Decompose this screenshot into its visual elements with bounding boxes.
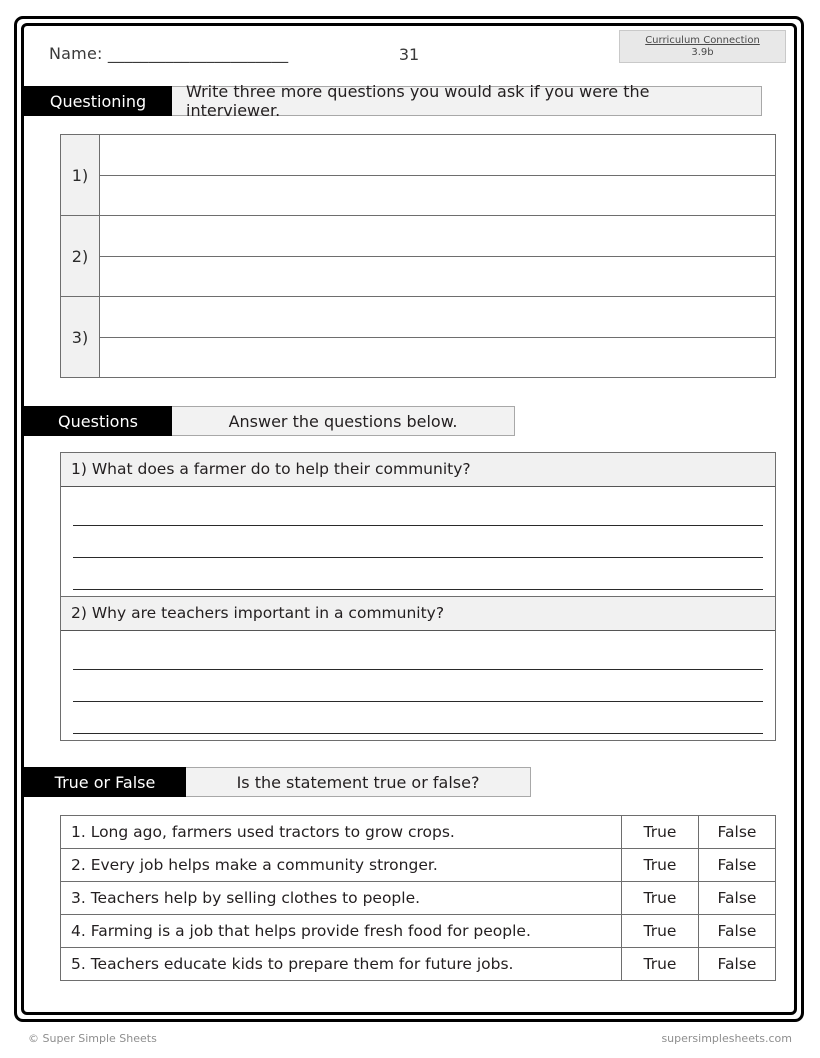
questioning-row-number: 1) — [61, 135, 100, 216]
table-row — [61, 816, 776, 849]
true-option[interactable]: True — [622, 882, 699, 915]
footer-website: supersimplesheets.com — [661, 1032, 792, 1045]
question-answer-area[interactable] — [61, 487, 775, 596]
table-row — [61, 135, 776, 216]
write-line[interactable] — [100, 257, 775, 297]
write-line[interactable] — [100, 297, 775, 338]
name-field-label[interactable]: Name: ______________________ — [49, 44, 289, 63]
question-answer-area[interactable] — [61, 631, 775, 740]
curriculum-connection-title: Curriculum Connection — [645, 35, 760, 46]
questions-answer-box — [60, 452, 776, 741]
questioning-write-area[interactable] — [100, 216, 776, 297]
false-option[interactable]: False — [699, 948, 776, 981]
worksheet-header — [24, 26, 794, 84]
page-border-inner — [21, 23, 797, 1015]
true-option[interactable]: True — [622, 915, 699, 948]
false-option[interactable]: False — [699, 816, 776, 849]
true-false-statement: 5. Teachers educate kids to prepare them for future jobs. — [61, 948, 622, 981]
section-instruction-true-or-false: Is the statement true or false? — [186, 767, 531, 797]
true-false-statement: 2. Every job helps make a community stronger. — [61, 849, 622, 882]
write-line[interactable] — [73, 526, 763, 558]
section-header-questions — [24, 406, 794, 436]
curriculum-connection-box — [619, 30, 786, 63]
section-tag-questions: Questions — [24, 406, 172, 436]
question-block — [61, 596, 775, 740]
question-prompt: 2) Why are teachers important in a community? — [61, 596, 775, 631]
true-false-statement: 3. Teachers help by selling clothes to people. — [61, 882, 622, 915]
questioning-row-number: 2) — [61, 216, 100, 297]
write-line[interactable] — [73, 702, 763, 734]
write-line[interactable] — [73, 670, 763, 702]
question-block — [61, 453, 775, 596]
section-tag-true-or-false: True or False — [24, 767, 186, 797]
section-instruction-questioning: Write three more questions you would ask if you were the interviewer. — [172, 86, 762, 116]
questioning-write-area[interactable] — [100, 297, 776, 378]
table-row — [61, 948, 776, 981]
table-row — [61, 297, 776, 378]
questioning-write-area[interactable] — [100, 135, 776, 216]
write-line[interactable] — [100, 216, 775, 257]
true-option[interactable]: True — [622, 816, 699, 849]
write-line[interactable] — [73, 494, 763, 526]
write-line[interactable] — [100, 135, 775, 176]
section-tag-questioning: Questioning — [24, 86, 172, 116]
write-line[interactable] — [73, 558, 763, 590]
table-row — [61, 216, 776, 297]
true-false-statement: 4. Farming is a job that helps provide fresh food for people. — [61, 915, 622, 948]
curriculum-connection-code: 3.9b — [691, 47, 714, 58]
true-false-table — [60, 815, 776, 981]
page-border-outer — [14, 16, 804, 1022]
true-false-statement: 1. Long ago, farmers used tractors to grow crops. — [61, 816, 622, 849]
page-number: 31 — [398, 45, 420, 64]
true-option[interactable]: True — [622, 849, 699, 882]
worksheet-body — [24, 26, 794, 1012]
page-footer — [28, 1032, 792, 1045]
footer-copyright: © Super Simple Sheets — [28, 1032, 157, 1045]
section-instruction-questions: Answer the questions below. — [172, 406, 515, 436]
questioning-table — [60, 134, 776, 378]
table-row — [61, 849, 776, 882]
question-prompt: 1) What does a farmer do to help their community? — [61, 453, 775, 487]
true-option[interactable]: True — [622, 948, 699, 981]
section-header-questioning — [24, 82, 794, 120]
false-option[interactable]: False — [699, 915, 776, 948]
table-row — [61, 915, 776, 948]
write-line[interactable] — [100, 338, 775, 378]
false-option[interactable]: False — [699, 849, 776, 882]
write-line[interactable] — [100, 176, 775, 216]
questioning-row-number: 3) — [61, 297, 100, 378]
table-row — [61, 882, 776, 915]
false-option[interactable]: False — [699, 882, 776, 915]
section-header-true-or-false — [24, 767, 794, 797]
write-line[interactable] — [73, 638, 763, 670]
